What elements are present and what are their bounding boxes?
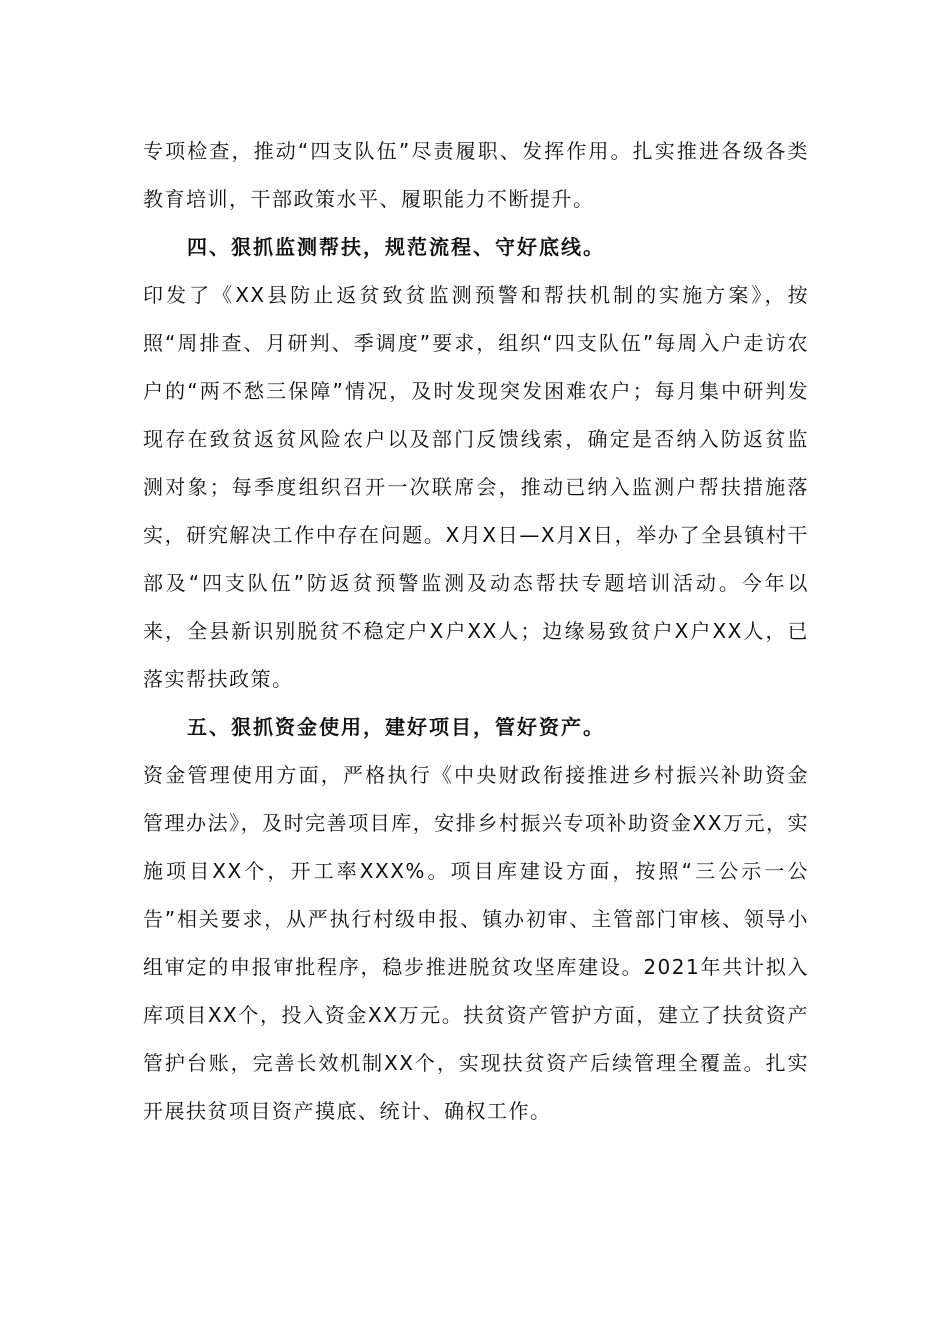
heading-funds: 五、狠抓资金使用，建好项目，管好资产。: [187, 715, 605, 739]
document-page: [143, 127, 809, 1135]
paragraph-training: 专项检查，推动“四支队伍”尽责履职、发挥作用。扎实推进各级各类教育培训，干部政策水平、履职能力不断提升。: [143, 139, 809, 211]
paragraph-monitoring: 印发了《XX县防止返贫致贫监测预警和帮扶机制的实施方案》，按照“周排查、月研判、季调度”要求，组织“四支队伍”每周入户走访农户的“两不愁三保障”情况，及时发现突发困难农户；每月集中研判发现存在致贫返贫风险农户以及部门反馈线索，确定是否纳入防返贫监测对象；每季度组织召开一次联席会，推动已纳入监测户帮扶措施落实，研究解决工作中存在问题。X月X日—X月X日，举办了全县镇村干部及“四支队伍”防返贫预警监测及动态帮扶专题培训活动。今年以来，全县新识别脱贫不稳定户X户XX人；边缘易致贫户X户XX人，已落实帮扶政策。: [143, 283, 809, 691]
paragraph-funds: 资金管理使用方面，严格执行《中央财政衔接推进乡村振兴补助资金管理办法》，及时完善项目库，安排乡村振兴专项补助资金XX万元，实施项目XX个，开工率XXX%。项目库建设方面，按照“三公示一公告”相关要求，从严执行村级申报、镇办初审、主管部门审核、领导小组审定的申报审批程序，稳步推进脱贫攻坚库建设。2021年共计拟入库项目XX个，投入资金XX万元。扶贫资产管护方面，建立了扶贫资产管护台账，完善长效机制XX个，实现扶贫资产后续管理全覆盖。扎实开展扶贫项目资产摸底、统计、确权工作。: [143, 763, 809, 1123]
heading-monitoring: 四、狠抓监测帮扶，规范流程、守好底线。: [187, 235, 605, 259]
